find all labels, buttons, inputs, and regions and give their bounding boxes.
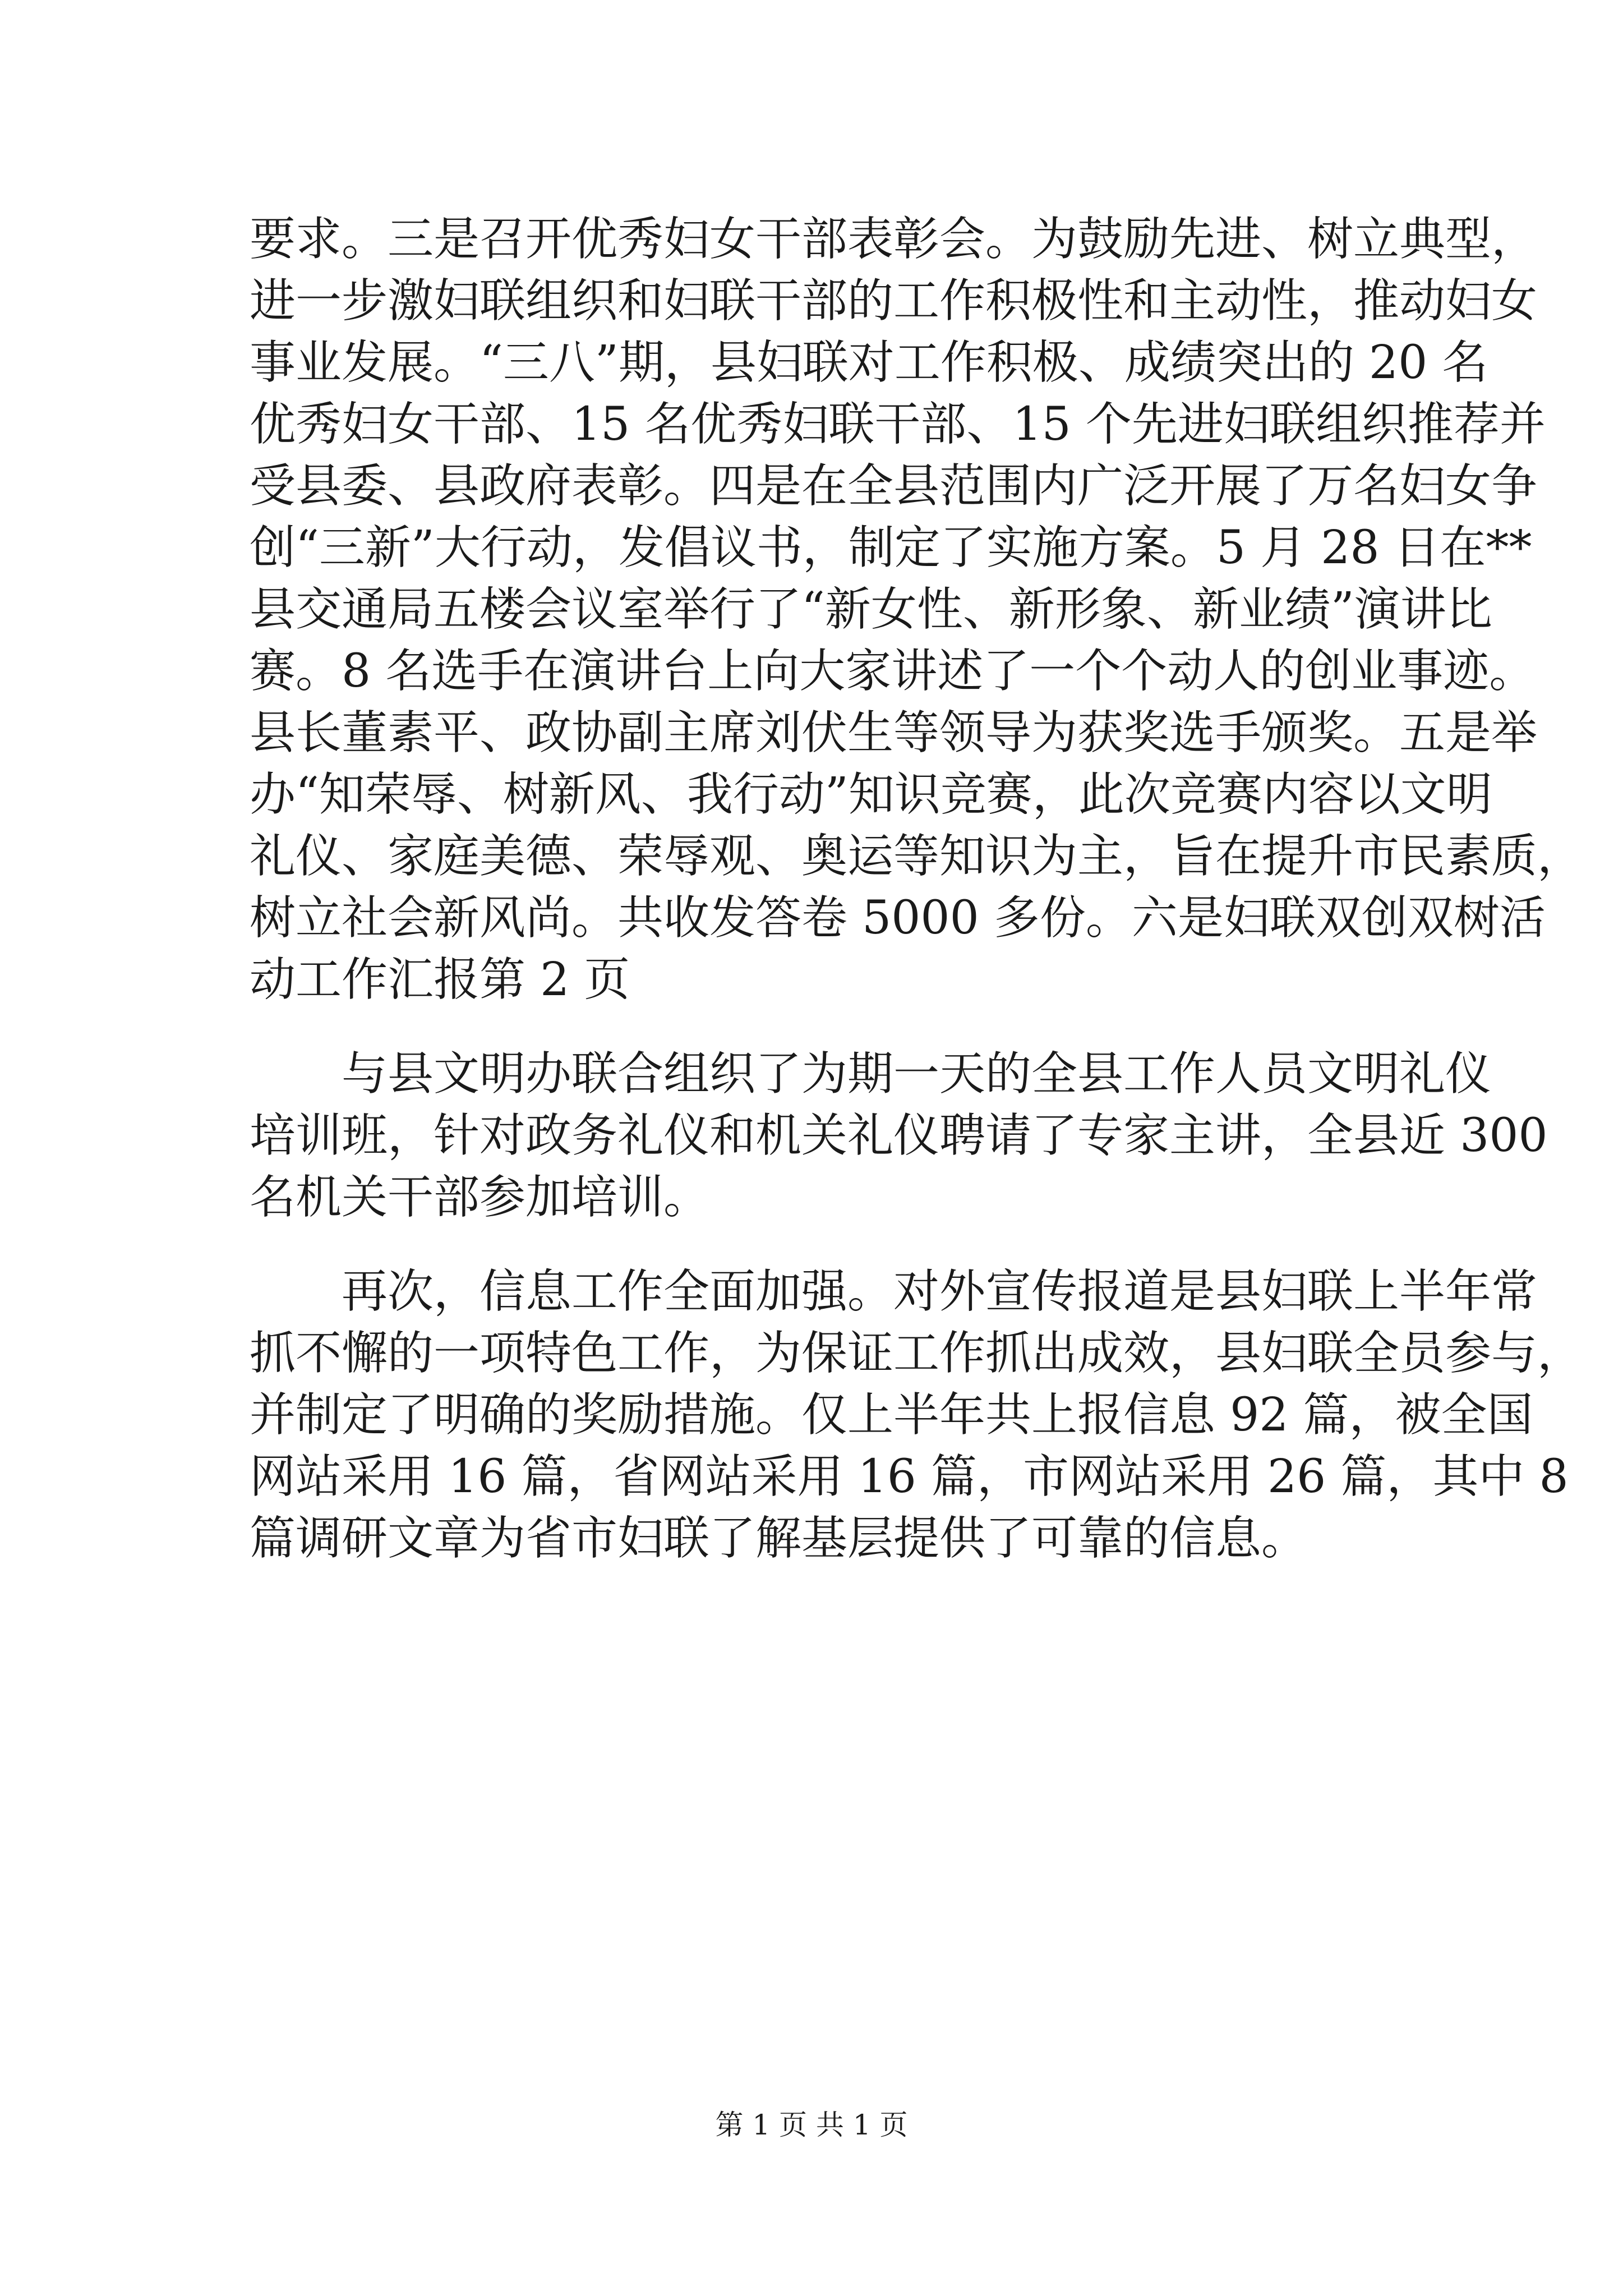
paragraph-2: [250, 1043, 1548, 1228]
paragraph-line: 名机关干部参加培训。: [250, 1171, 710, 1224]
page-footer: 第 1 页 共 1 页: [715, 2109, 908, 2141]
paragraph-line: 进一步激妇联组织和妇联干部的工作积极性和主动性，推动妇女: [250, 274, 1538, 328]
paragraph-line: 礼仪、家庭美德、荣辱观、奥运等知识为主，旨在提升市民素质，: [250, 830, 1584, 883]
document-body: [250, 209, 1584, 1602]
paragraph-line: 培训班，针对政务礼仪和机关礼仪聘请了专家主讲，全县近 300: [250, 1109, 1548, 1162]
paragraph-line: 受县委、县政府表彰。四是在全县范围内广泛开展了万名妇女争: [250, 459, 1538, 513]
paragraph-line: 要求。三是召开优秀妇女干部表彰会。为鼓励先进、树立典型，: [250, 213, 1538, 266]
paragraph-line: 优秀妇女干部、15 名优秀妇联干部、15 个先进妇联组织推荐并: [250, 398, 1546, 451]
paragraph-line: 网站采用 16 篇，省网站采用 16 篇，市网站采用 26 篇，其中 8: [250, 1450, 1569, 1503]
paragraph-line: 与县文明办联合组织了为期一天的全县工作人员文明礼仪: [342, 1047, 1492, 1101]
paragraph-line: 创“三新”大行动，发倡议书，制定了实施方案。5 月 28 日在**: [250, 521, 1532, 574]
paragraph-3: [250, 1261, 1584, 1570]
paragraph-line: 篇调研文章为省市妇联了解基层提供了可靠的信息。: [250, 1512, 1308, 1565]
paragraph-1: [250, 209, 1584, 1011]
paragraph-line: 事业发展。“三八”期，县妇联对工作积极、成绩突出的 20 名: [250, 336, 1488, 389]
paragraph-line: 办“知荣辱、树新风、我行动”知识竞赛，此次竞赛内容以文明: [250, 768, 1492, 821]
paragraph-line: 县长董素平、政协副主席刘伏生等领导为获奖选手颁奖。五是举: [250, 706, 1538, 760]
paragraph-line: 并制定了明确的奖励措施。仅上半年共上报信息 92 篇，被全国: [250, 1388, 1533, 1442]
paragraph-line: 赛。8 名选手在演讲台上向大家讲述了一个个动人的创业事迹。: [250, 645, 1536, 698]
paragraph-line: 动工作汇报第 2 页: [250, 953, 630, 1006]
paragraph-line: 树立社会新风尚。共收发答卷 5000 多份。六是妇联双创双树活: [250, 891, 1546, 945]
paragraph-line: 抓不懈的一项特色工作，为保证工作抓出成效，县妇联全员参与，: [250, 1327, 1584, 1380]
paragraph-line: 县交通局五楼会议室举行了“新女性、新形象、新业绩”演讲比: [250, 583, 1492, 636]
paragraph-line: 再次，信息工作全面加强。对外宣传报道是县妇联上半年常: [342, 1265, 1538, 1318]
